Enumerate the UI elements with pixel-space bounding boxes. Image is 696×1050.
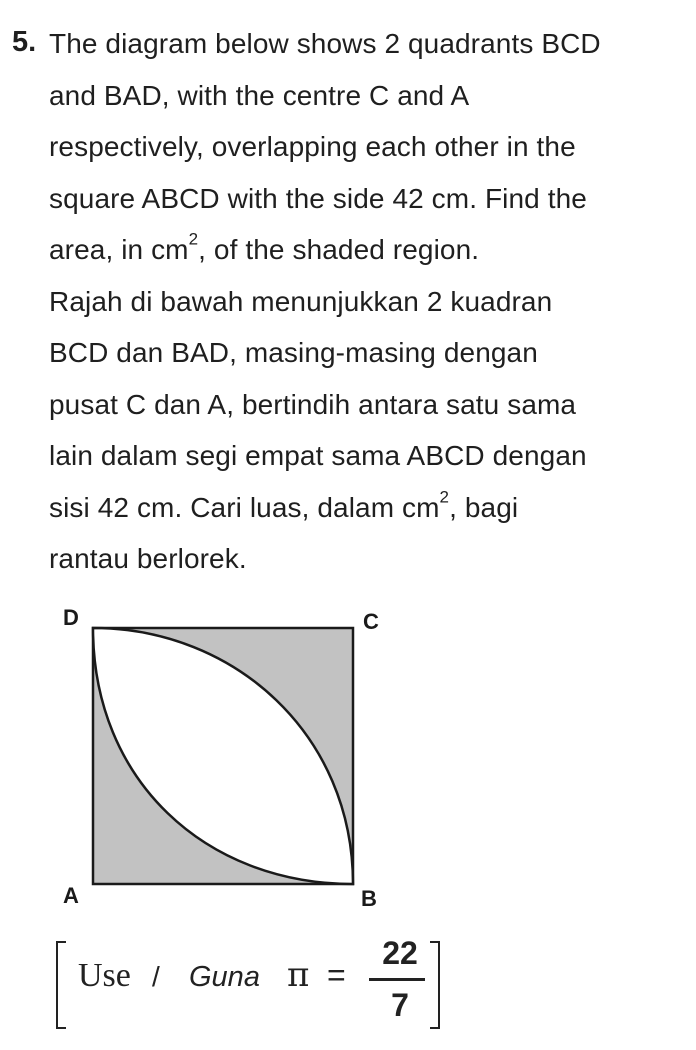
question-english [49, 18, 685, 276]
text-line: Rajah di bawah menunjukkan 2 kuadran [49, 285, 553, 317]
text-line: rantau berlorek. [49, 543, 247, 574]
text-line: lain dalam segi empat sama ABCD dengan [49, 440, 587, 471]
pi-note [52, 935, 452, 1035]
fraction-bar [369, 978, 425, 981]
superscript: 2 [439, 487, 450, 507]
text-line: respectively, overlapping each other in the [49, 131, 576, 162]
use-label: Use [78, 957, 131, 994]
text-line [49, 224, 685, 276]
text-line: and BAD, with the centre C and A [49, 79, 470, 111]
question-malay [49, 276, 685, 585]
text-fragment: , bagi [449, 491, 519, 523]
label-c: C [363, 609, 379, 634]
question-text [49, 18, 685, 585]
diagram-svg [55, 595, 395, 915]
label-d: D [63, 605, 79, 630]
text-line: BCD dan BAD, masing-masing dengan [49, 337, 538, 368]
quadrant-diagram [55, 595, 395, 915]
slash-separator: / [152, 961, 160, 992]
text-line: square ABCD with the side 42 cm. Find the [49, 182, 587, 214]
label-b: B [361, 886, 377, 911]
text-line: The diagram below shows 2 quadrants BCD [49, 28, 601, 59]
text-line: pusat C dan A, bertindih antara satu sama [49, 388, 577, 420]
right-bracket [430, 941, 440, 1029]
label-a: A [63, 883, 79, 908]
question-number: 5. [12, 26, 37, 58]
text-fragment: , of the shaded region. [198, 234, 480, 265]
pi-symbol: π [287, 955, 310, 995]
text-line [49, 482, 685, 534]
fraction-denominator: 7 [391, 987, 409, 1023]
text-fragment: area, in cm [49, 234, 189, 265]
text-fragment: sisi 42 cm. Cari luas, dalam cm [49, 491, 440, 523]
guna-label: Guna [189, 961, 260, 993]
left-bracket [56, 941, 66, 1029]
superscript: 2 [188, 229, 199, 249]
equals-sign: = [327, 957, 346, 993]
fraction-numerator: 22 [382, 935, 418, 971]
